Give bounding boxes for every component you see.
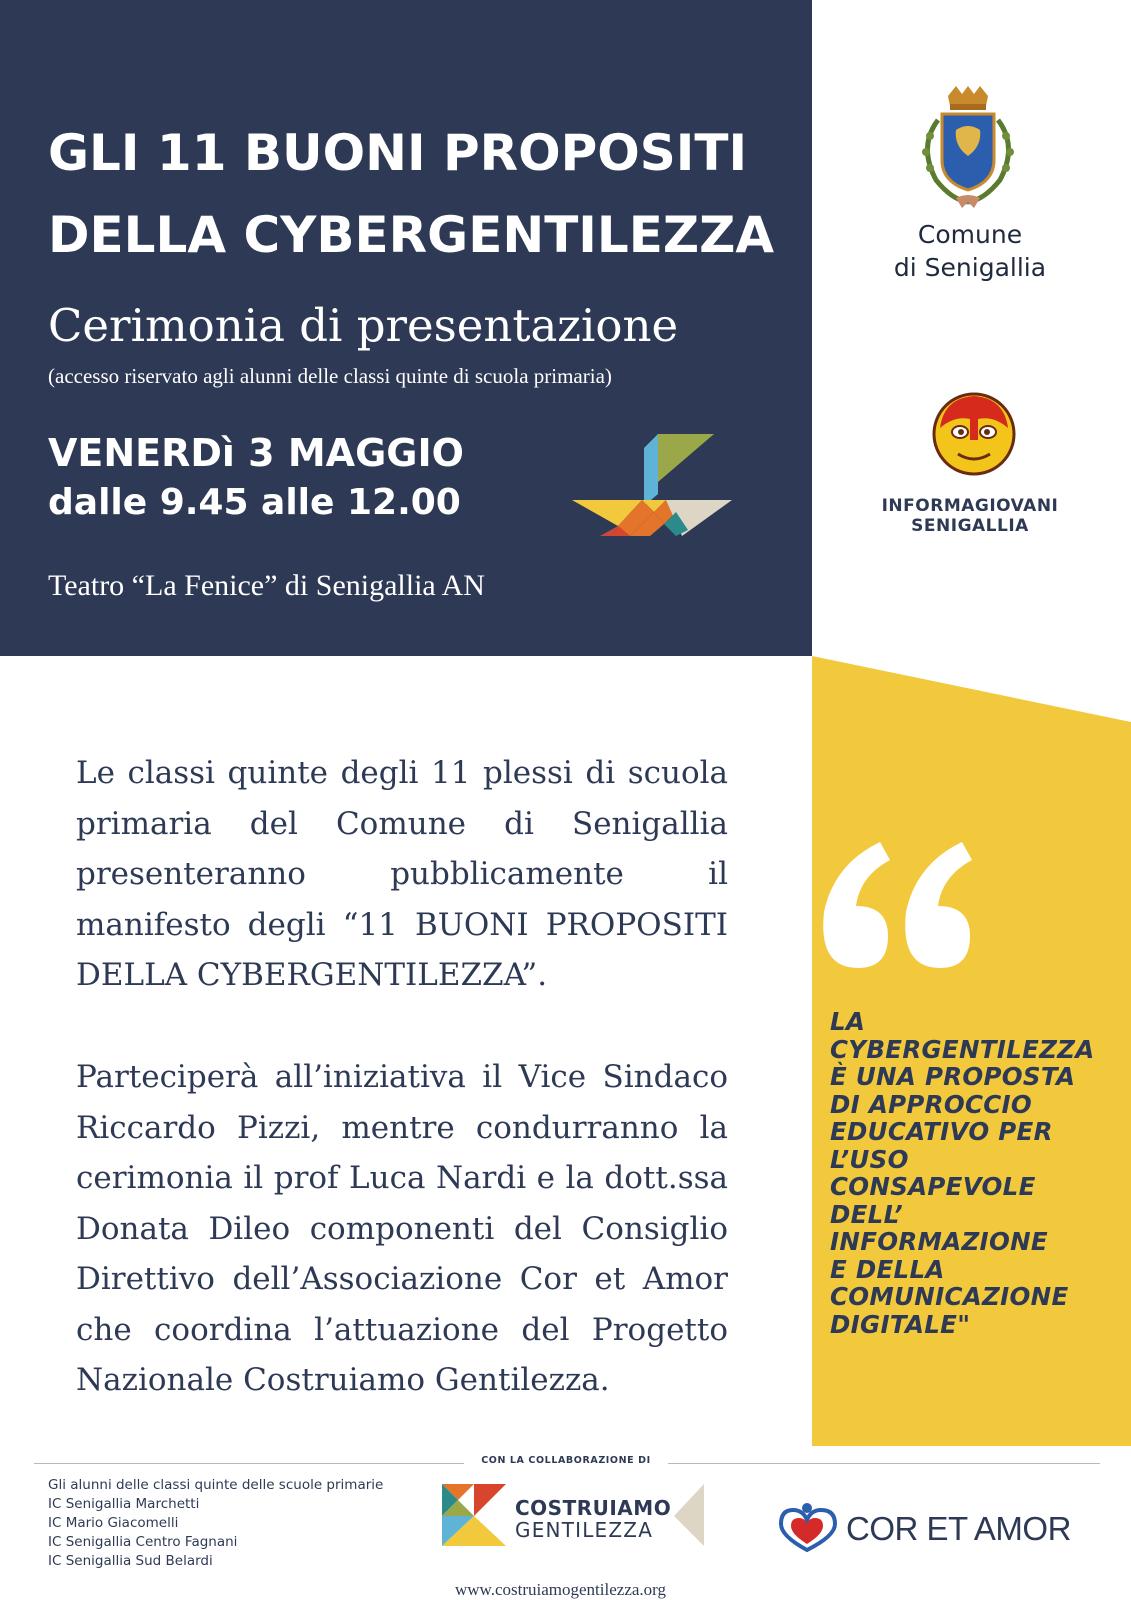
costruiamo-word: COSTRUIAMO bbox=[515, 1496, 672, 1520]
collaboration-label: CON LA COLLABORAZIONE DI bbox=[481, 1455, 651, 1466]
comune-coat-of-arms-icon bbox=[908, 86, 1028, 214]
quote-line: INFORMAZIONE bbox=[830, 1227, 1048, 1256]
cor-et-amor-heart-icon bbox=[777, 1502, 841, 1552]
body-paragraph-2: Parteciperà all’iniziativa il Vice Sindaco Riccardo Pizzi, mentre condurranno la cerimonia il prof Luca Nardi e la dott.ssa Donata Dileo componenti del Consiglio Direttivo dell’Associazione Cor et Amor che coordina l’attuazione del Progetto Nazionale Costruiamo Gentilezza. bbox=[76, 1059, 728, 1398]
school-list-item: IC Senigallia Marchetti bbox=[48, 1496, 200, 1512]
tangram-boat-icon bbox=[572, 426, 738, 542]
school-list-item: IC Mario Giacomelli bbox=[48, 1515, 179, 1531]
event-time: dalle 9.45 alle 12.00 bbox=[48, 482, 461, 523]
access-note: (accesso riservato agli alunni delle classi quinte di scuola primaria) bbox=[48, 364, 612, 388]
comune-logo-text bbox=[860, 218, 1080, 284]
quote-line: CYBERGENTILEZZA bbox=[830, 1034, 1095, 1064]
gentilezza-word: GENTILEZZA bbox=[515, 1518, 654, 1542]
informagiovani-line-1: INFORMAGIOVANI bbox=[881, 496, 1059, 516]
footer-divider-left bbox=[34, 1463, 464, 1464]
informagiovani-logo-text bbox=[860, 496, 1080, 536]
quote-line: L’USO bbox=[830, 1144, 909, 1174]
costruiamo-website: www.costruiamogentilezza.org bbox=[455, 1580, 667, 1599]
cor-et-amor-name: COR ET AMOR bbox=[846, 1510, 1071, 1547]
body-paragraph-1: Le classi quinte degli 11 plessi di scuola primaria del Comune di Senigallia presenteranno pubblicamente il manifesto degli “11 BUONI PROPOSITI DELLA CYBERGENTILEZZA”. bbox=[76, 755, 728, 993]
quote-line: È UNA PROPOSTA bbox=[830, 1062, 1076, 1091]
school-list bbox=[48, 1476, 383, 1571]
school-list-item: Gli alunni delle classi quinte delle scuole primarie bbox=[48, 1477, 384, 1493]
event-venue: Teatro “La Fenice” di Senigallia AN bbox=[48, 569, 485, 602]
quote-line: E DELLA bbox=[830, 1254, 945, 1284]
comune-line-2: di Senigallia bbox=[893, 253, 1047, 282]
event-date: VENERDì 3 MAGGIO bbox=[48, 431, 464, 475]
quote-line: EDUCATIVO PER bbox=[830, 1117, 1053, 1146]
event-title bbox=[48, 112, 808, 276]
event-title-line-2: DELLA CYBERGENTILEZZA bbox=[48, 206, 775, 264]
comune-line-1: Comune bbox=[917, 220, 1023, 249]
quote-text bbox=[830, 1008, 1120, 1338]
school-list-item: IC Senigallia Sud Belardi bbox=[48, 1553, 213, 1569]
school-list-item: IC Senigallia Centro Fagnani bbox=[48, 1534, 238, 1550]
informagiovani-face-icon bbox=[932, 392, 1016, 476]
event-subtitle: Cerimonia di presentazione bbox=[48, 299, 679, 352]
quote-mark-icon bbox=[810, 836, 976, 972]
quote-line: DIGITALE" bbox=[830, 1309, 971, 1339]
quote-line: LA bbox=[830, 1007, 866, 1036]
quote-line: DI APPROCCIO bbox=[830, 1089, 1033, 1119]
quote-line: CONSAPEVOLE bbox=[830, 1172, 1036, 1201]
footer-divider-right bbox=[668, 1463, 1100, 1464]
quote-line: DELL’ bbox=[830, 1199, 904, 1229]
informagiovani-line-2: SENIGALLIA bbox=[911, 516, 1029, 536]
event-title-line-1: GLI 11 BUONI PROPOSITI bbox=[48, 124, 748, 182]
quote-line: COMUNICAZIONE bbox=[830, 1282, 1069, 1311]
